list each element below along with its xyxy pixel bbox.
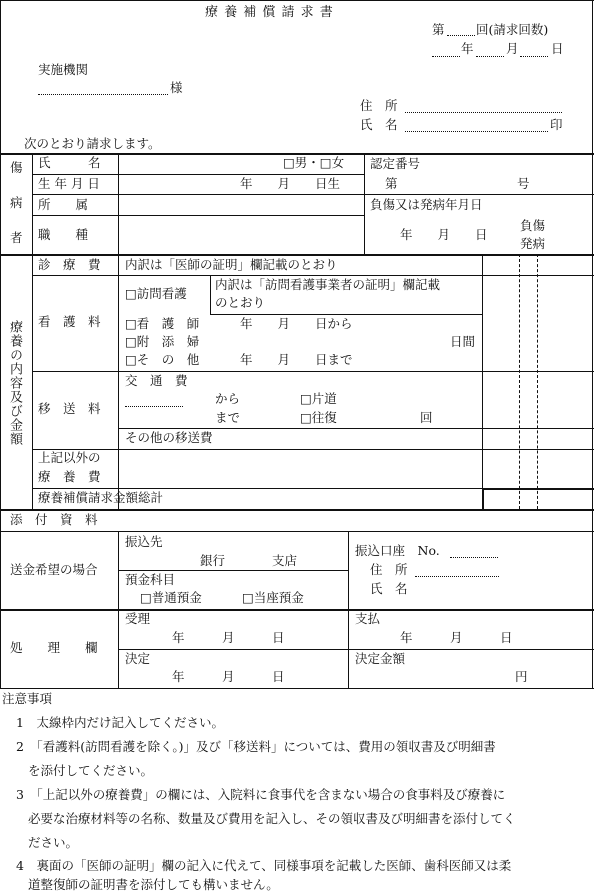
round-trip-checkbox[interactable]: □往復 [300, 410, 337, 425]
other-medical-label-1: 上記以外の [38, 450, 101, 465]
branch-label: 支店 [272, 553, 298, 568]
deposit-type-label: 預金科目 [125, 572, 176, 587]
transport-from: から [215, 391, 241, 406]
payment-date[interactable]: 年 月 日 [400, 630, 513, 645]
note-line-6: ださい。 [28, 835, 79, 850]
breakdown-side-label: 療養の内容及び金額 [7, 320, 22, 446]
transport-to: まで [215, 410, 241, 425]
institution-label: 実施機関 [38, 62, 89, 77]
cert-number-label: 認定番号 [370, 156, 421, 171]
institution-field[interactable] [38, 94, 168, 95]
note-line-3: を添付してください。 [28, 763, 154, 778]
total-label: 療養補償請求金額総計 [38, 490, 164, 505]
medical-fee-label: 診 療 費 [38, 257, 101, 272]
processing-label: 処 理 欄 [10, 640, 98, 655]
bank-label: 銀行 [200, 553, 226, 568]
other-checkbox[interactable]: □そ の 他 [125, 352, 200, 367]
decision-date[interactable]: 年 月 日 [172, 669, 285, 684]
note-line-5: 必要な治療材料等の名称、数量及び費用を記入し、その領収書及び明細書を添付してく [28, 811, 516, 826]
decision-label: 決定 [125, 651, 151, 666]
honorific: 様 [170, 80, 183, 95]
transport-cost-label: 交 通 費 [125, 373, 188, 388]
received-date[interactable]: 年 月 日 [172, 630, 285, 645]
nursing-to-date[interactable]: 年 月 日まで [240, 352, 353, 367]
current-deposit-checkbox[interactable]: □当座預金 [242, 590, 304, 605]
transport-times[interactable]: 回 [420, 410, 433, 425]
address-label: 住 所 [360, 98, 398, 113]
sex-checkboxes[interactable]: □男・□女 [283, 155, 345, 170]
injury-date-value[interactable]: 年 月 日 [400, 227, 488, 242]
form-title: 療 養 補 償 請 求 書 [205, 5, 334, 20]
affiliation-label: 所 属 [38, 197, 89, 212]
visit-nursing-text-1: 内訳は「訪問看護事業者の証明」欄記載 [215, 277, 441, 292]
job-label: 職 種 [38, 227, 89, 242]
one-way-checkbox[interactable]: □片道 [300, 391, 337, 406]
transport-fee-label: 移 送 料 [38, 401, 101, 416]
note-line-2: 2 「看護料(訪問看護を除く。)」及び「移送料」については、費用の領収書及び明細書 [16, 739, 496, 754]
note-line-7: 4 裏面の「医師の証明」欄の記入に代えて、同様事項を記載した医師、歯科医師又は柔 [16, 858, 512, 873]
dob-label: 生 年 月 日 [38, 176, 100, 191]
nursing-days[interactable]: 日間 [450, 334, 476, 349]
header-year: 年 [461, 41, 474, 56]
remittance-label: 送金希望の場合 [10, 562, 98, 577]
injured-side-label-3: 者 [10, 230, 23, 245]
received-label: 受理 [125, 611, 151, 626]
injured-side-label-2: 病 [10, 195, 23, 210]
ordinary-deposit-checkbox[interactable]: □普通預金 [140, 590, 202, 605]
cert-number-prefix: 第 [385, 176, 398, 191]
cert-number-suffix: 号 [517, 176, 530, 191]
account-no-label: 振込口座 No. [355, 543, 440, 558]
injury-type-injury[interactable]: 負傷 [520, 218, 546, 233]
bank-to-label: 振込先 [125, 534, 163, 549]
note-line-1: 1 太線枠内だけ記入してください。 [16, 715, 224, 730]
other-medical-label-2: 療 養 費 [38, 469, 101, 484]
transport-cost-field[interactable] [125, 406, 183, 407]
name-row-label: 氏 名 [38, 155, 101, 170]
header-month: 月 [506, 41, 519, 56]
request-text: 次のとおり請求します。 [24, 136, 161, 151]
visit-nursing-checkbox[interactable]: □訪問看護 [125, 286, 187, 301]
remittance-name-label: 氏 名 [370, 581, 408, 596]
visit-nursing-text-2: のとおり [215, 295, 266, 310]
nursing-fee-label: 看 護 料 [38, 314, 101, 329]
remittance-address-field[interactable] [415, 576, 499, 577]
nurse-checkbox[interactable]: □看 護 師 [125, 316, 200, 331]
notes-title: 注意事項 [2, 691, 53, 706]
decision-amount-label: 決定金額 [355, 651, 406, 666]
name-field[interactable] [405, 131, 548, 132]
payment-label: 支払 [355, 611, 381, 626]
account-no-field[interactable] [450, 557, 498, 558]
attachments-label: 添 付 資 料 [10, 512, 98, 527]
note-line-8: 道整復師の証明書を添付しても構いません。 [28, 877, 279, 892]
claim-number-prefix: 第 [432, 22, 445, 37]
injured-side-label-1: 傷 [10, 160, 23, 175]
injury-type-illness[interactable]: 発病 [520, 236, 546, 251]
nursing-from-date[interactable]: 年 月 日から [240, 316, 353, 331]
note-line-4: 3 「上記以外の療養費」の欄には、入院料に食事代を含まない場合の食事料及び療養に [16, 787, 506, 802]
header-day: 日 [551, 41, 564, 56]
decision-amount-yen: 円 [515, 669, 528, 684]
medical-fee-text: 内訳は「医師の証明」欄記載のとおり [125, 257, 338, 272]
address-field[interactable] [405, 112, 562, 113]
claim-number-suffix: 回(請求回数) [476, 22, 549, 37]
other-transport-label: その他の移送費 [125, 430, 213, 445]
remittance-address-label: 住 所 [370, 562, 408, 577]
dob-value[interactable]: 年 月 日生 [240, 176, 341, 191]
attendant-checkbox[interactable]: □附 添 婦 [125, 334, 200, 349]
injury-date-label: 負傷又は発病年月日 [370, 197, 483, 212]
seal-mark: 印 [550, 117, 563, 132]
name-label: 氏 名 [360, 117, 398, 132]
